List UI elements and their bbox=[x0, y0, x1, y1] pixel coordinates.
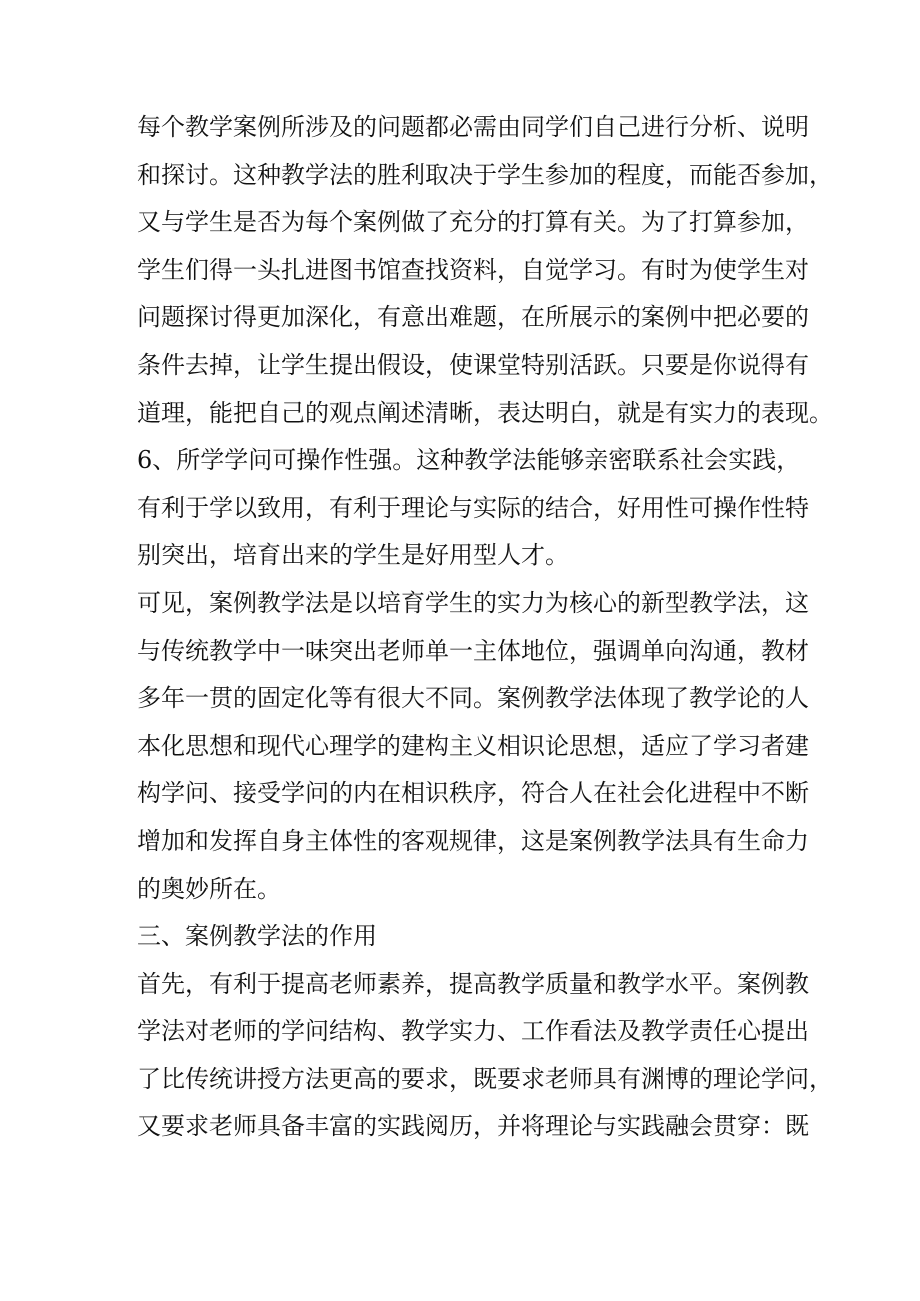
text-line: 首先，有利于提高老师素养，提高教学质量和教学水平。案例教 bbox=[137, 969, 809, 998]
text-line: 有利于学以致用，有利于理论与实际的结合，好用性可操作性特 bbox=[137, 493, 809, 522]
text-line: 三、案例教学法的作用 bbox=[137, 922, 377, 951]
text-line: 又要求老师具备丰富的实践阅历，并将理论与实践融会贯穿：既 bbox=[137, 1112, 809, 1141]
text-line: 道理，能把自己的观点阐述清晰，表达明白，就是有实力的表现。 bbox=[137, 398, 833, 427]
text-line: 条件去掉，让学生提出假设，使课堂特别活跃。只要是你说得有 bbox=[137, 350, 809, 379]
text-line: 增加和发挥自身主体性的客观规律，这是案例教学法具有生命力 bbox=[137, 826, 809, 855]
text-line: 和探讨。这种教学法的胜利取决于学生参加的程度，而能否参加， bbox=[137, 160, 833, 189]
text-line: 本化思想和现代心理学的建构主义相识论思想，适应了学习者建 bbox=[137, 731, 809, 760]
text-line: 学生们得一头扎进图书馆查找资料，自觉学习。有时为使学生对 bbox=[137, 255, 809, 284]
text-line: 多年一贯的固定化等有很大不同。案例教学法体现了教学论的人 bbox=[137, 684, 809, 713]
text-line: 可见，案例教学法是以培育学生的实力为核心的新型教学法，这 bbox=[137, 588, 809, 617]
text-line: 又与学生是否为每个案例做了充分的打算有关。为了打算参加， bbox=[137, 208, 809, 237]
text-line: 构学问、接受学问的内在相识秩序，符合人在社会化进程中不断 bbox=[137, 779, 809, 808]
text-line: 每个教学案例所涉及的问题都必需由同学们自己进行分析、说明 bbox=[137, 113, 809, 141]
text-line: 学法对老师的学问结构、教学实力、工作看法及教学责任心提出 bbox=[137, 1017, 809, 1046]
text-line: 了比传统讲授方法更高的要求，既要求老师具有渊博的理论学问， bbox=[137, 1064, 833, 1093]
text-line: 的奥妙所在。 bbox=[137, 874, 281, 903]
body-text bbox=[137, 104, 833, 1151]
text-line: 问题探讨得更加深化，有意出难题，在所展示的案例中把必要的 bbox=[137, 303, 809, 332]
text-line: 别突出，培育出来的学生是好用型人才。 bbox=[137, 541, 569, 570]
text-line: 与传统教学中一味突出老师单一主体地位，强调单向沟通，教材 bbox=[137, 636, 809, 665]
text-line: 6、所学学问可操作性强。这种教学法能够亲密联系社会实践， bbox=[137, 446, 801, 475]
